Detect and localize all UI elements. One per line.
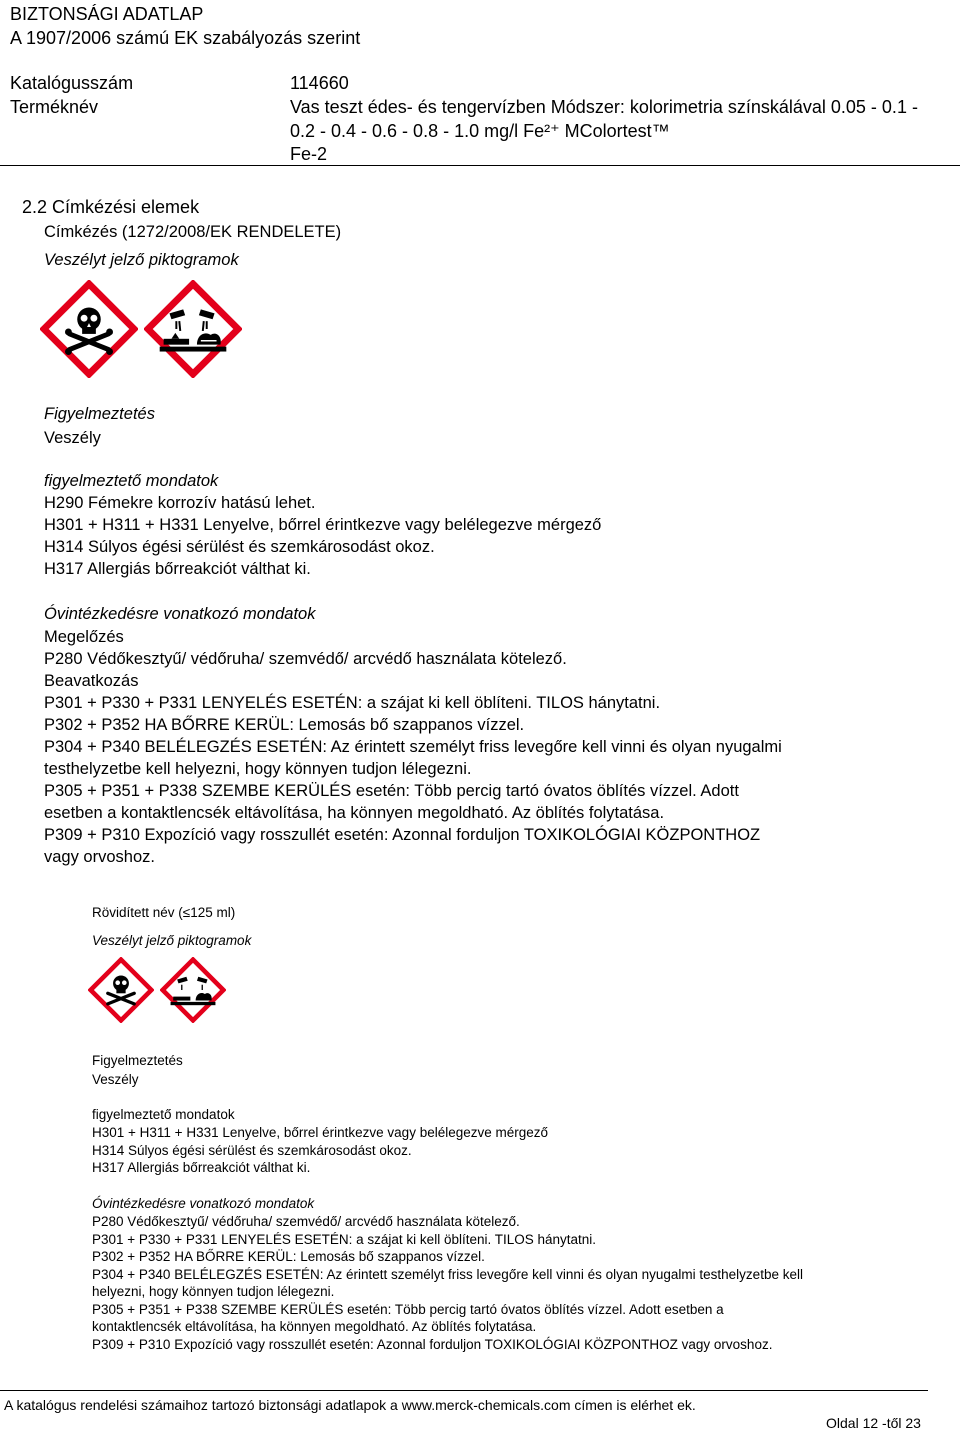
precaution-statement: P302 + P352 HA BŐRRE KERÜL: Lemosás bő szappanos vízzel.	[92, 1249, 485, 1264]
precaution-statement: P309 + P310 Expozíció vagy rosszullét esetén: Azonnal forduljon TOXIKOLÓGIAI KÖZPONTHOZ vagy orvoshoz.	[92, 1336, 773, 1352]
small-label-heading: Rövidített név (≤125 ml)	[92, 905, 236, 920]
precaution-statement: P305 + P351 + P338 SZEMBE KERÜLÉS esetén: Több percig tartó óvatos öblítés vízzel. Adott	[44, 782, 739, 800]
prevention-statements	[44, 648, 567, 670]
regulation-reference: A 1907/2006 számú EK szabályozás szerint	[10, 28, 361, 48]
signal-word-heading: Figyelmeztetés	[44, 405, 155, 423]
small-hazard-statements	[92, 1124, 548, 1177]
product-name-label: Terméknév	[10, 97, 99, 117]
small-hazard-heading: figyelmeztető mondatok	[92, 1107, 235, 1122]
catalog-number-label: Katalógusszám	[10, 73, 134, 93]
precaution-statement: P309 + P310 Expozíció vagy rosszullét esetén: Azonnal forduljon TOXIKOLÓGIAI KÖZPONTHOZ	[44, 826, 761, 844]
precaution-statement: P304 + P340 BELÉLEGZÉS ESETÉN: Az érintett személyt friss levegőre kell vinni és olyan nyugalmi testhelyzetbe kell	[92, 1266, 803, 1282]
header-divider	[0, 165, 960, 166]
hazard-statement: H317 Allergiás bőrreakciót válthat ki.	[92, 1160, 311, 1175]
footer-note: A katalógus rendelési számaihoz tartozó biztonsági adatlapok a www.merck-chemicals.com címen is elérhet ek.	[4, 1397, 696, 1413]
pictogram-heading: Veszélyt jelző piktogramok	[44, 251, 239, 269]
hazard-statements	[44, 492, 601, 580]
product-name-line-3: Fe-2	[290, 144, 328, 164]
precaution-statement: helyezni, hogy könnyen tudjon lélegezni.	[92, 1284, 335, 1299]
precaution-statement: P280 Védőkesztyű/ védőruha/ szemvédő/ arcvédő használata kötelező.	[44, 650, 567, 668]
hazard-statements-heading: figyelmeztető mondatok	[44, 472, 219, 490]
signal-word: Veszély	[44, 429, 101, 447]
product-name-line-2: 0.2 - 0.4 - 0.6 - 0.8 - 1.0 mg/l Fe²⁺ MColortest™	[290, 121, 670, 141]
hazard-statement: H301 + H311 + H331 Lenyelve, bőrrel érintkezve vagy belélegezve mérgező	[44, 516, 602, 534]
catalog-number-value: 114660	[290, 73, 349, 93]
hazard-statement: H301 + H311 + H331 Lenyelve, bőrrel érintkezve vagy belélegezve mérgező	[92, 1125, 549, 1140]
section-heading: 2.2 Címkézési elemek	[22, 197, 200, 217]
small-precaution-heading: Óvintézkedésre vonatkozó mondatok	[92, 1196, 315, 1211]
labelling-regulation: Címkézés (1272/2008/EK RENDELETE)	[44, 223, 342, 241]
document-title: BIZTONSÁGI ADATLAP	[10, 4, 204, 24]
hazard-statement: H317 Allergiás bőrreakciót válthat ki.	[44, 560, 311, 578]
prevention-heading: Megelőzés	[44, 628, 124, 646]
page-number: Oldal 12 -től 23	[826, 1415, 921, 1431]
small-signal-word: Veszély	[92, 1072, 139, 1087]
precaution-statement: P301 + P330 + P331 LENYELÉS ESETÉN: a szájat ki kell öblíteni. TILOS hánytatni.	[44, 694, 661, 712]
precaution-statement: vagy orvoshoz.	[44, 848, 155, 866]
footer-divider	[0, 1390, 928, 1391]
precaution-statement: P302 + P352 HA BŐRRE KERÜL: Lemosás bő szappanos vízzel.	[44, 716, 525, 734]
precaution-statement: P305 + P351 + P338 SZEMBE KERÜLÉS esetén: Több percig tartó óvatos öblítés vízzel. Adott esetben a	[92, 1301, 724, 1317]
precautionary-statements-heading: Óvintézkedésre vonatkozó mondatok	[44, 605, 316, 623]
precaution-statement: P280 Védőkesztyű/ védőruha/ szemvédő/ arcvédő használata kötelező.	[92, 1214, 520, 1229]
skull-crossbones-icon	[40, 280, 138, 378]
skull-crossbones-icon	[88, 957, 154, 1023]
small-signal-word-heading: Figyelmeztetés	[92, 1053, 183, 1068]
response-statements	[44, 692, 782, 868]
response-heading: Beavatkozás	[44, 672, 139, 690]
hazard-statement: H314 Súlyos égési sérülést és szemkárosodást okoz.	[44, 538, 435, 556]
precaution-statement: esetben a kontaktlencsék eltávolítása, ha könnyen megoldható. Az öblítés folytatása.	[44, 804, 665, 822]
precaution-statement: P304 + P340 BELÉLEGZÉS ESETÉN: Az érintett személyt friss levegőre kell vinni és olyan nyugalmi	[44, 738, 782, 756]
precaution-statement: P301 + P330 + P331 LENYELÉS ESETÉN: a szájat ki kell öblíteni. TILOS hánytatni.	[92, 1231, 597, 1247]
corrosion-icon	[160, 957, 226, 1023]
product-name-line-1: Vas teszt édes- és tengervízben Módszer: kolorimetria színskálával 0.05 - 0.1 -	[290, 97, 918, 117]
precaution-statement: kontaktlencsék eltávolítása, ha könnyen megoldható. Az öblítés folytatása.	[92, 1319, 537, 1334]
corrosion-icon	[144, 280, 242, 378]
hazard-statement: H314 Súlyos égési sérülést és szemkárosodást okoz.	[92, 1142, 412, 1158]
hazard-statement: H290 Fémekre korrozív hatású lehet.	[44, 494, 316, 512]
small-precaution-statements	[92, 1213, 803, 1353]
precaution-statement: testhelyzetbe kell helyezni, hogy könnyen tudjon lélegezni.	[44, 760, 472, 778]
small-pictogram-heading: Veszélyt jelző piktogramok	[92, 933, 252, 948]
